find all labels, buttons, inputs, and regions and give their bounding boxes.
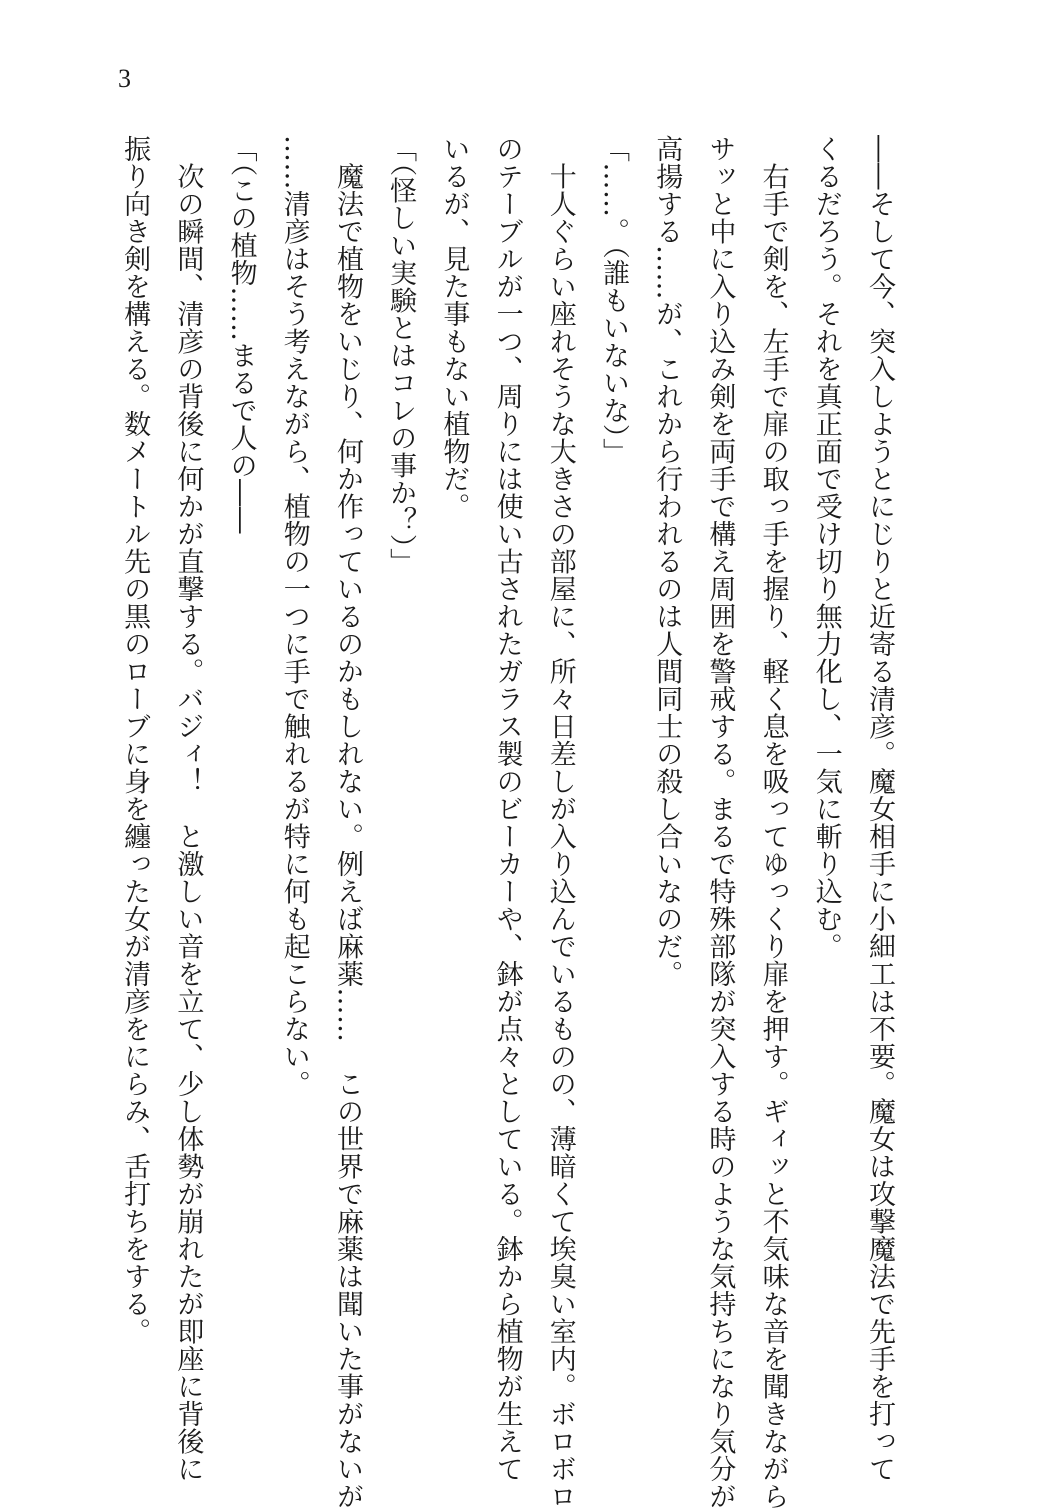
text-line: 右手で剣を、左手で扉の取っ手を握り、軽く息を吸ってゆっくり扉を押す。ギィッと不気味な音を聞きながら [757,135,789,1510]
text-line: 魔法で植物をいじり、何か作っているのかもしれない。例えば麻薬…… この世界で麻薬は聞いた事がないが [331,135,363,1510]
text-line: ……清彦はそう考えながら、植物の一つに手で触れるが特に何も起こらない。 [278,135,310,1098]
text-line: 十人ぐらい座れそうな大きさの部屋に、所々日差しが入り込んでいるものの、薄暗くて埃臭い室内。ボロボロ [544,135,576,1510]
page-number: 3 [118,64,131,93]
text-line: 高揚する……が、これから行われるのは人間同士の殺し合いなのだ。 [651,135,683,988]
text-line: ――そして今、突入しようとにじりと近寄る清彦。魔女相手に小細工は不要。魔女は攻撃魔法で先手を打って [864,135,895,1483]
dialogue-line: 「……。（誰もいないな）」 [597,135,629,466]
text-line: サッと中に入り込み剣を両手で構え周囲を警戒する。まるで特殊部隊が突入する時のような気持ちになり気分が [704,135,736,1510]
body-text [108,135,906,1510]
dialogue-line: 「（この植物……まるで人の―― [225,135,257,534]
dialogue-line: 「（怪しい実験とはコレの事か？）」 [385,135,417,576]
text-line: 振り向き剣を構える。数メートル先の黒のローブに身を纏った女が清彦をにらみ、舌打ちをする。 [119,135,151,1345]
text-line: いるが、見た事もない植物だ。 [438,135,470,520]
text-line: のテーブルが一つ、周りには使い古されたガラス製のビーカーや、鉢が点々としている。鉢から植物が生えて [491,135,523,1483]
text-line: くるだろう。それを真正面で受け切り無力化し、一気に斬り込む。 [810,135,842,960]
text-line: 次の瞬間、清彦の背後に何かが直撃する。バジィ！ と激しい音を立て、少し体勢が崩れたが即座に背後に [172,135,204,1483]
